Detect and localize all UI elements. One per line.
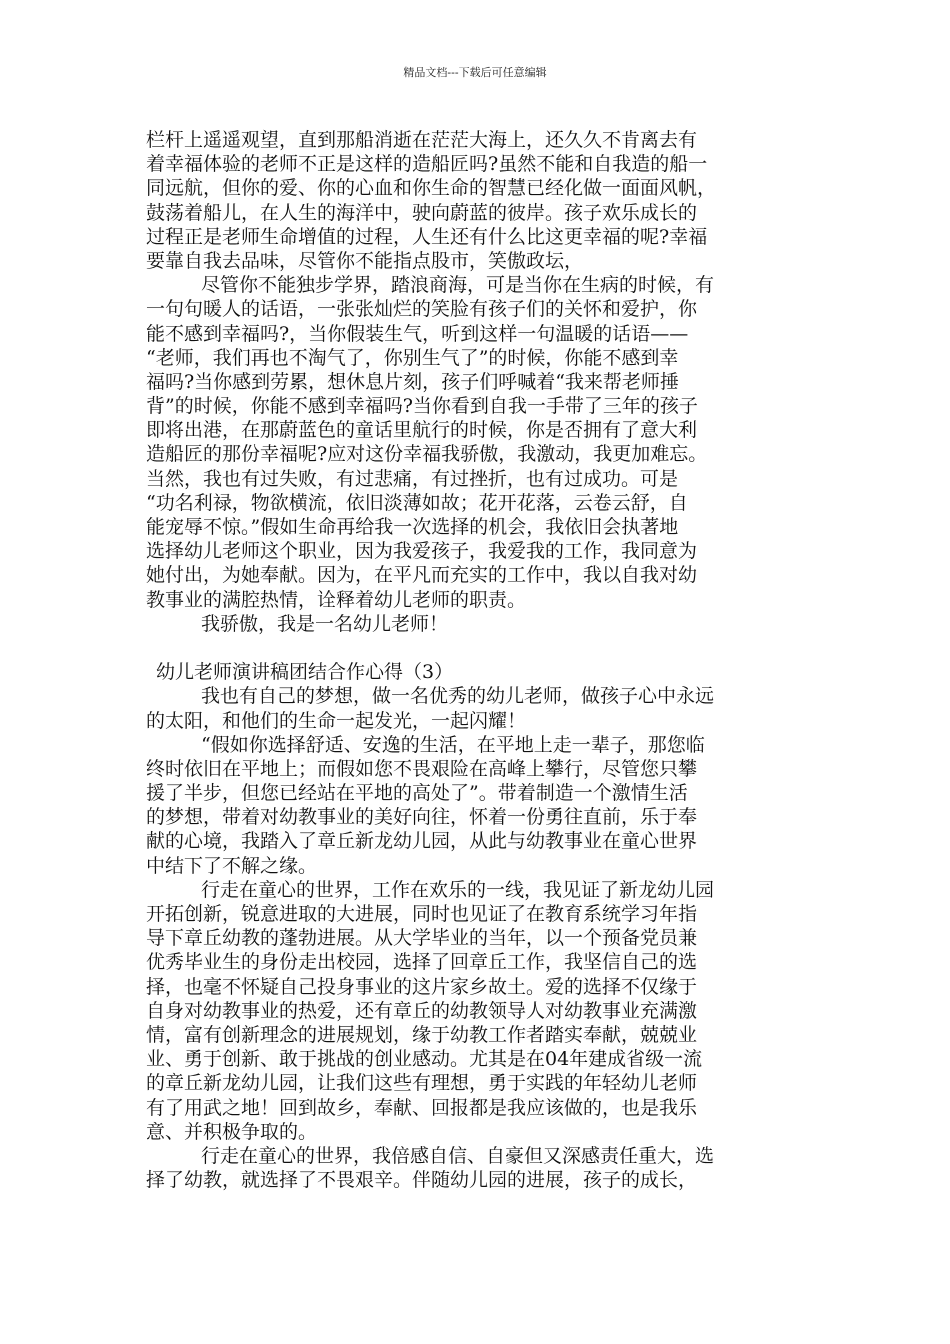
text-line: 业、勇于创新、敢于挑战的创业感动。尤其是在04年建成省级一流	[146, 1048, 703, 1071]
text-line: 福吗?当你感到劳累，想休息片刻，孩子们呼喊着“我来帮老师捶	[146, 370, 679, 393]
section-heading: 幼儿老师演讲稿团结合作心得（3）	[156, 661, 454, 684]
text-line: “功名利禄，物欲横流，依旧淡薄如故；花开花落，云卷云舒，自	[146, 491, 688, 514]
text-line: 的章丘新龙幼儿园，让我们这些有理想，勇于实践的年轻幼儿老师	[146, 1072, 698, 1095]
text-line: 她付出，为她奉献。因为，在平凡而充实的工作中，我以自我对幼	[146, 564, 698, 587]
text-line: 中结下了不解之缘。	[146, 854, 318, 877]
text-line: 援了半步，但您已经站在平地的高处了”。带着制造一个激情生活	[146, 782, 688, 805]
text-line: 行走在童心的世界，工作在欢乐的一线，我见证了新龙幼儿园	[201, 878, 715, 901]
text-line: 鼓荡着船儿，在人生的海洋中，驶向蔚蓝的彼岸。孩子欢乐成长的	[146, 201, 698, 224]
text-line: 着幸福体验的老师不正是这样的造船匠吗?虽然不能和自我造的船一	[146, 153, 708, 176]
text-line: 能宠辱不惊。”假如生命再给我一次选择的机会，我依旧会执著地	[146, 516, 679, 538]
text-line: 一句句暖人的话语，一张张灿烂的笑脸有孩子们的关怀和爱护，你	[146, 298, 698, 321]
text-line: 终时依旧在平地上；而假如您不畏艰险在高峰上攀行，尽管您只攀	[146, 757, 698, 780]
document-body	[146, 128, 810, 1192]
text-line: 导下章丘幼教的蓬勃进展。从大学毕业的当年，以一个预备党员兼	[146, 927, 698, 950]
text-line: 择，也毫不怀疑自己投身事业的这片家乡故土。爱的选择不仅缘于	[146, 975, 698, 998]
blank-line	[146, 636, 810, 660]
text-line: 行走在童心的世界，我倍感自信、自豪但又深感责任重大，选	[201, 1144, 715, 1167]
text-line: 开拓创新，锐意进取的大进展，同时也见证了在教育系统学习年指	[146, 903, 698, 925]
text-line: 我也有自己的梦想，做一名优秀的幼儿老师，做孩子心中永远	[201, 685, 715, 708]
text-line: 的梦想，带着对幼教事业的美好向往，怀着一份勇往直前，乐于奉	[146, 806, 698, 829]
text-line: 自身对幼教事业的热爱，还有章丘的幼教领导人对幼教事业充满激	[146, 999, 698, 1022]
text-line: 选择幼儿老师这个职业，因为我爱孩子，我爱我的工作，我同意为	[146, 540, 698, 563]
text-line: 背”的时候，你能不感到幸福吗?当你看到自我一手带了三年的孩子	[146, 395, 698, 418]
text-line: 优秀毕业生的身份走出校园，选择了回章丘工作，我坚信自己的选	[146, 951, 698, 974]
text-line: 择了幼教，就选择了不畏艰辛。伴随幼儿园的进展，孩子的成长，	[146, 1169, 698, 1192]
text-line: 我骄傲，我是一名幼儿老师！	[201, 612, 449, 635]
text-line: 栏杆上遥遥观望，直到那船消逝在茫茫大海上，还久久不肯离去有	[146, 129, 698, 151]
text-line: 同远航，但你的爱、你的心血和你生命的智慧已经化做一面面风帆，	[146, 177, 717, 200]
text-line: 献的心境，我踏入了章丘新龙幼儿园，从此与幼教事业在童心世界	[146, 830, 698, 853]
text-line: 过程正是老师生命增值的过程，人生还有什么比这更幸福的呢?幸福	[146, 225, 708, 248]
text-line: “假如你选择舒适、安逸的生活，在平地上走一辈子，那您临	[201, 733, 705, 756]
text-line: 即将出港，在那蔚蓝色的童话里航行的时候，你是否拥有了意大利	[146, 419, 698, 442]
text-line: 要靠自我去品味，尽管你不能指点股市，笑傲政坛，	[146, 249, 584, 272]
text-line: 的太阳，和他们的生命一起发光，一起闪耀！	[146, 709, 527, 732]
text-line: 有了用武之地！回到故乡，奉献、回报都是我应该做的，也是我乐	[146, 1096, 698, 1119]
text-line: 教事业的满腔热情，诠释着幼儿老师的职责。	[146, 588, 527, 611]
text-line: 尽管你不能独步学界，踏浪商海，可是当你在生病的时候，有	[201, 274, 715, 297]
text-line: “老师，我们再也不淘气了，你别生气了”的时候，你能不感到幸	[146, 346, 679, 369]
text-line: 当然，我也有过失败，有过悲痛，有过挫折，也有过成功。可是	[146, 467, 679, 490]
text-line: 造船匠的那份幸福呢?应对这份幸福我骄傲，我激动，我更加难忘。	[146, 443, 708, 466]
text-line: 情，富有创新理念的进展规划，缘于幼教工作者踏实奉献，兢兢业	[146, 1023, 698, 1046]
text-line: 能不感到幸福吗?，当你假装生气，听到这样一句温暖的话语——	[146, 322, 689, 345]
text-line: 意、并积极争取的。	[146, 1120, 318, 1143]
page-header: 精品文档---下载后可任意编辑	[403, 66, 547, 79]
